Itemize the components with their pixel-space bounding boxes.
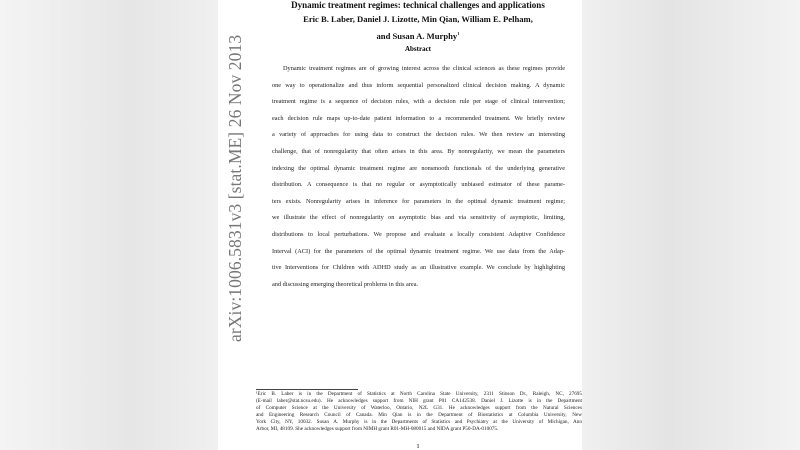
footnote bbox=[256, 391, 582, 432]
abstract-line: distributions to local perturbations. We propose and evaluate a locally consistent Adaptive Confidence bbox=[272, 230, 565, 238]
abstract-line: tive Interventions for Children with ADHD study as an illustrative example. We conclude by highlighting bbox=[272, 264, 565, 272]
abstract-line: and discussing emerging theoretical problems in this area. bbox=[272, 280, 419, 288]
authors-line-2 bbox=[218, 28, 618, 42]
footnote-line: and Engineering Research Council of Canada. Min Qian is in the Department of Biostatistics at Columbia University, New bbox=[256, 411, 582, 418]
abstract-line: Interval (ACI) for the parameters of the optimal dynamic treatment regime. We use data from the Adap- bbox=[272, 247, 565, 255]
abstract-line: a variety of approaches for using data to construct the decision rules. We then review an interesting bbox=[272, 131, 565, 139]
abstract-line: treatment regime is a sequence of decision rules, with a decision rule per stage of clinical intervention; bbox=[272, 98, 565, 106]
footnote-line: Arbor, MI, 48109. She acknowledges support from NIMH grant R01-MH-080015 and NIDA grant P50-DA-010075. bbox=[256, 425, 499, 432]
footnote-line: ¹Eric B. Laber is in the Department of Statistics at North Carolina State University, 2311 Stinson Dr., Raleigh, NC, 27695 bbox=[256, 391, 582, 397]
abstract-line: one way to operationalize and thus inform sequential personalized clinical decision making. A dynamic bbox=[272, 81, 565, 89]
authors-text: and Susan A. Murphy bbox=[376, 30, 458, 41]
footnote-line: (E-mail laber@stat.ncsu.edu). He acknowledges support from NIH grant P01 CA142538. Daniel J. Lizotte is in the Department bbox=[256, 397, 582, 404]
abstract-line: Dynamic treatment regimes are of growing interest across the clinical sciences as these regimes provide bbox=[283, 65, 565, 72]
footnote-line: of Computer Science at the University of Waterloo, Ontario, N2L G31. He acknowledges support from the Natural Sciences bbox=[256, 404, 582, 411]
footnote-line: York City, NY, 10032. Susan A. Murphy is in the Departments of Statistics and Psychiatry at the University of Michigan, Ann bbox=[256, 418, 582, 425]
abstract-body bbox=[272, 61, 565, 293]
abstract-line: distribution. A consequence is that no regular or asymptotically unbiased estimator of these parame- bbox=[272, 181, 565, 189]
abstract-line: ters exists. Nonregularity arises in inference for parameters in the optimal dynamic treatment regime; bbox=[272, 197, 565, 205]
viewer-background-left bbox=[0, 0, 218, 450]
paper-title: Dynamic treatment regimes: technical challenges and applications bbox=[291, 0, 545, 10]
arxiv-stamp: arXiv:1006.5831v3 [stat.ME] 26 Nov 2013 bbox=[225, 34, 245, 342]
abstract-line: each decision rule maps up-to-date patient information to a recommended treatment. We briefly review bbox=[272, 114, 565, 122]
abstract-line: indexing the optimal dynamic treatment regime are nonsmooth functionals of the underlying generative bbox=[272, 164, 565, 172]
viewer-background-right bbox=[582, 0, 800, 450]
abstract-line: we illustrate the effect of nonregularity on asymptotic bias and via sensitivity of asymptotic, limiting, bbox=[272, 214, 565, 222]
footnote-rule bbox=[256, 389, 358, 390]
authors-line-1: Eric B. Laber, Daniel J. Lizotte, Min Qian, William E. Pelham, bbox=[303, 14, 533, 24]
footnote-marker: 1 bbox=[457, 31, 460, 36]
abstract-line: challenge, that of nonregularity that often arises in this area. By nonregularity, we mean the parameters bbox=[272, 147, 565, 155]
abstract-heading: Abstract bbox=[404, 45, 432, 53]
page-number: 1 bbox=[416, 443, 420, 450]
